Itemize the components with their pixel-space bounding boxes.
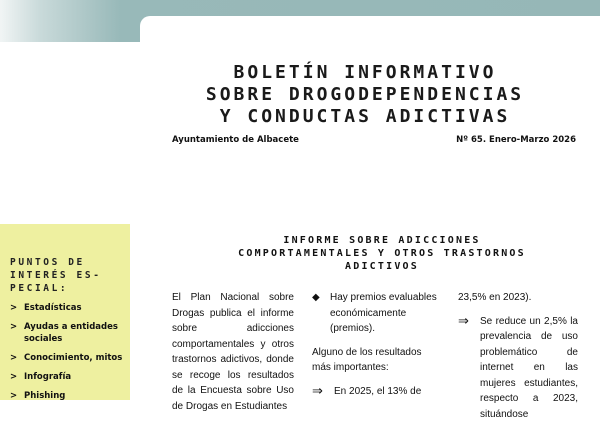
article-column-1 — [172, 290, 294, 422]
arrow-item — [312, 384, 442, 400]
arrow-item-text: En 2025, el 13% de — [334, 385, 422, 397]
sidebar-item-label: Estadísticas — [24, 303, 82, 313]
sidebar-item-ayudas[interactable] — [10, 321, 126, 345]
double-arrow-icon: ⇒ — [312, 382, 323, 398]
sidebar-item-infografia[interactable] — [10, 371, 126, 383]
publisher-label: Ayuntamiento de Albacete — [172, 135, 299, 145]
sidebar-item-label: Ayudas a entidades sociales — [24, 322, 118, 344]
article-paragraph: 23,5% en 2023). — [458, 292, 532, 303]
double-arrow-icon: ⇒ — [458, 312, 469, 328]
chevron-right-icon: > — [10, 372, 18, 382]
article-title-line-1: INFORME SOBRE ADICCIONES — [283, 235, 481, 246]
article-column-3 — [458, 290, 578, 430]
issue-label: Nº 65. Enero-Marzo 2026 — [456, 135, 576, 145]
article-title — [182, 234, 582, 273]
article-column-2 — [312, 290, 442, 407]
sidebar-highlights — [0, 224, 130, 400]
sidebar-item-phishing[interactable] — [10, 390, 126, 402]
arrow-item — [458, 314, 578, 423]
newsletter-title — [150, 62, 580, 128]
sidebar-item-conocimiento[interactable] — [10, 352, 126, 364]
newsletter-title-line-2: SOBRE DROGODEPENDENCIAS — [205, 84, 525, 105]
chevron-right-icon: > — [10, 353, 18, 363]
sidebar-item-label: Infografía — [24, 372, 72, 382]
article-title-line-2: COMPORTAMENTALES Y OTROS TRASTORNOS — [238, 248, 526, 259]
chevron-right-icon: > — [10, 303, 18, 313]
sidebar-item-label: Phishing — [24, 391, 66, 401]
bullet-item — [312, 290, 442, 337]
arrow-item-text: Se reduce un 2,5% la prevalencia de uso problemático de internet en las mujeres estudiantes, respecto a 2023, situándose — [480, 315, 578, 420]
header-banner-tab — [140, 16, 600, 46]
sidebar-list — [10, 302, 126, 409]
article-title-line-3: ADICTIVOS — [345, 261, 419, 272]
chevron-right-icon: > — [10, 391, 18, 401]
sidebar-heading: PUNTOS DE INTERÉS ES-PECIAL: — [10, 257, 102, 294]
newsletter-title-line-3: Y CONDUCTAS ADICTIVAS — [219, 106, 511, 127]
sidebar-item-estadisticas[interactable] — [10, 302, 126, 314]
sidebar-item-label: Conocimiento, mitos — [24, 353, 123, 363]
article-paragraph: El Plan Nacional sobre Drogas publica el informe sobre adicciones comportamentales y otros trastornos adictivos, donde se recoge los resultados de la Encuesta sobre Uso de Drogas en Estudiantes — [172, 292, 294, 412]
chevron-right-icon: > — [10, 322, 18, 332]
newsletter-title-line-1: BOLETÍN INFORMATIVO — [233, 62, 497, 83]
article-paragraph: Alguno de los resultados más importantes: — [312, 346, 422, 373]
bullet-item-text: Hay premios evaluables económicamente (premios). — [330, 292, 437, 334]
diamond-bullet-icon: ◆ — [312, 292, 320, 303]
